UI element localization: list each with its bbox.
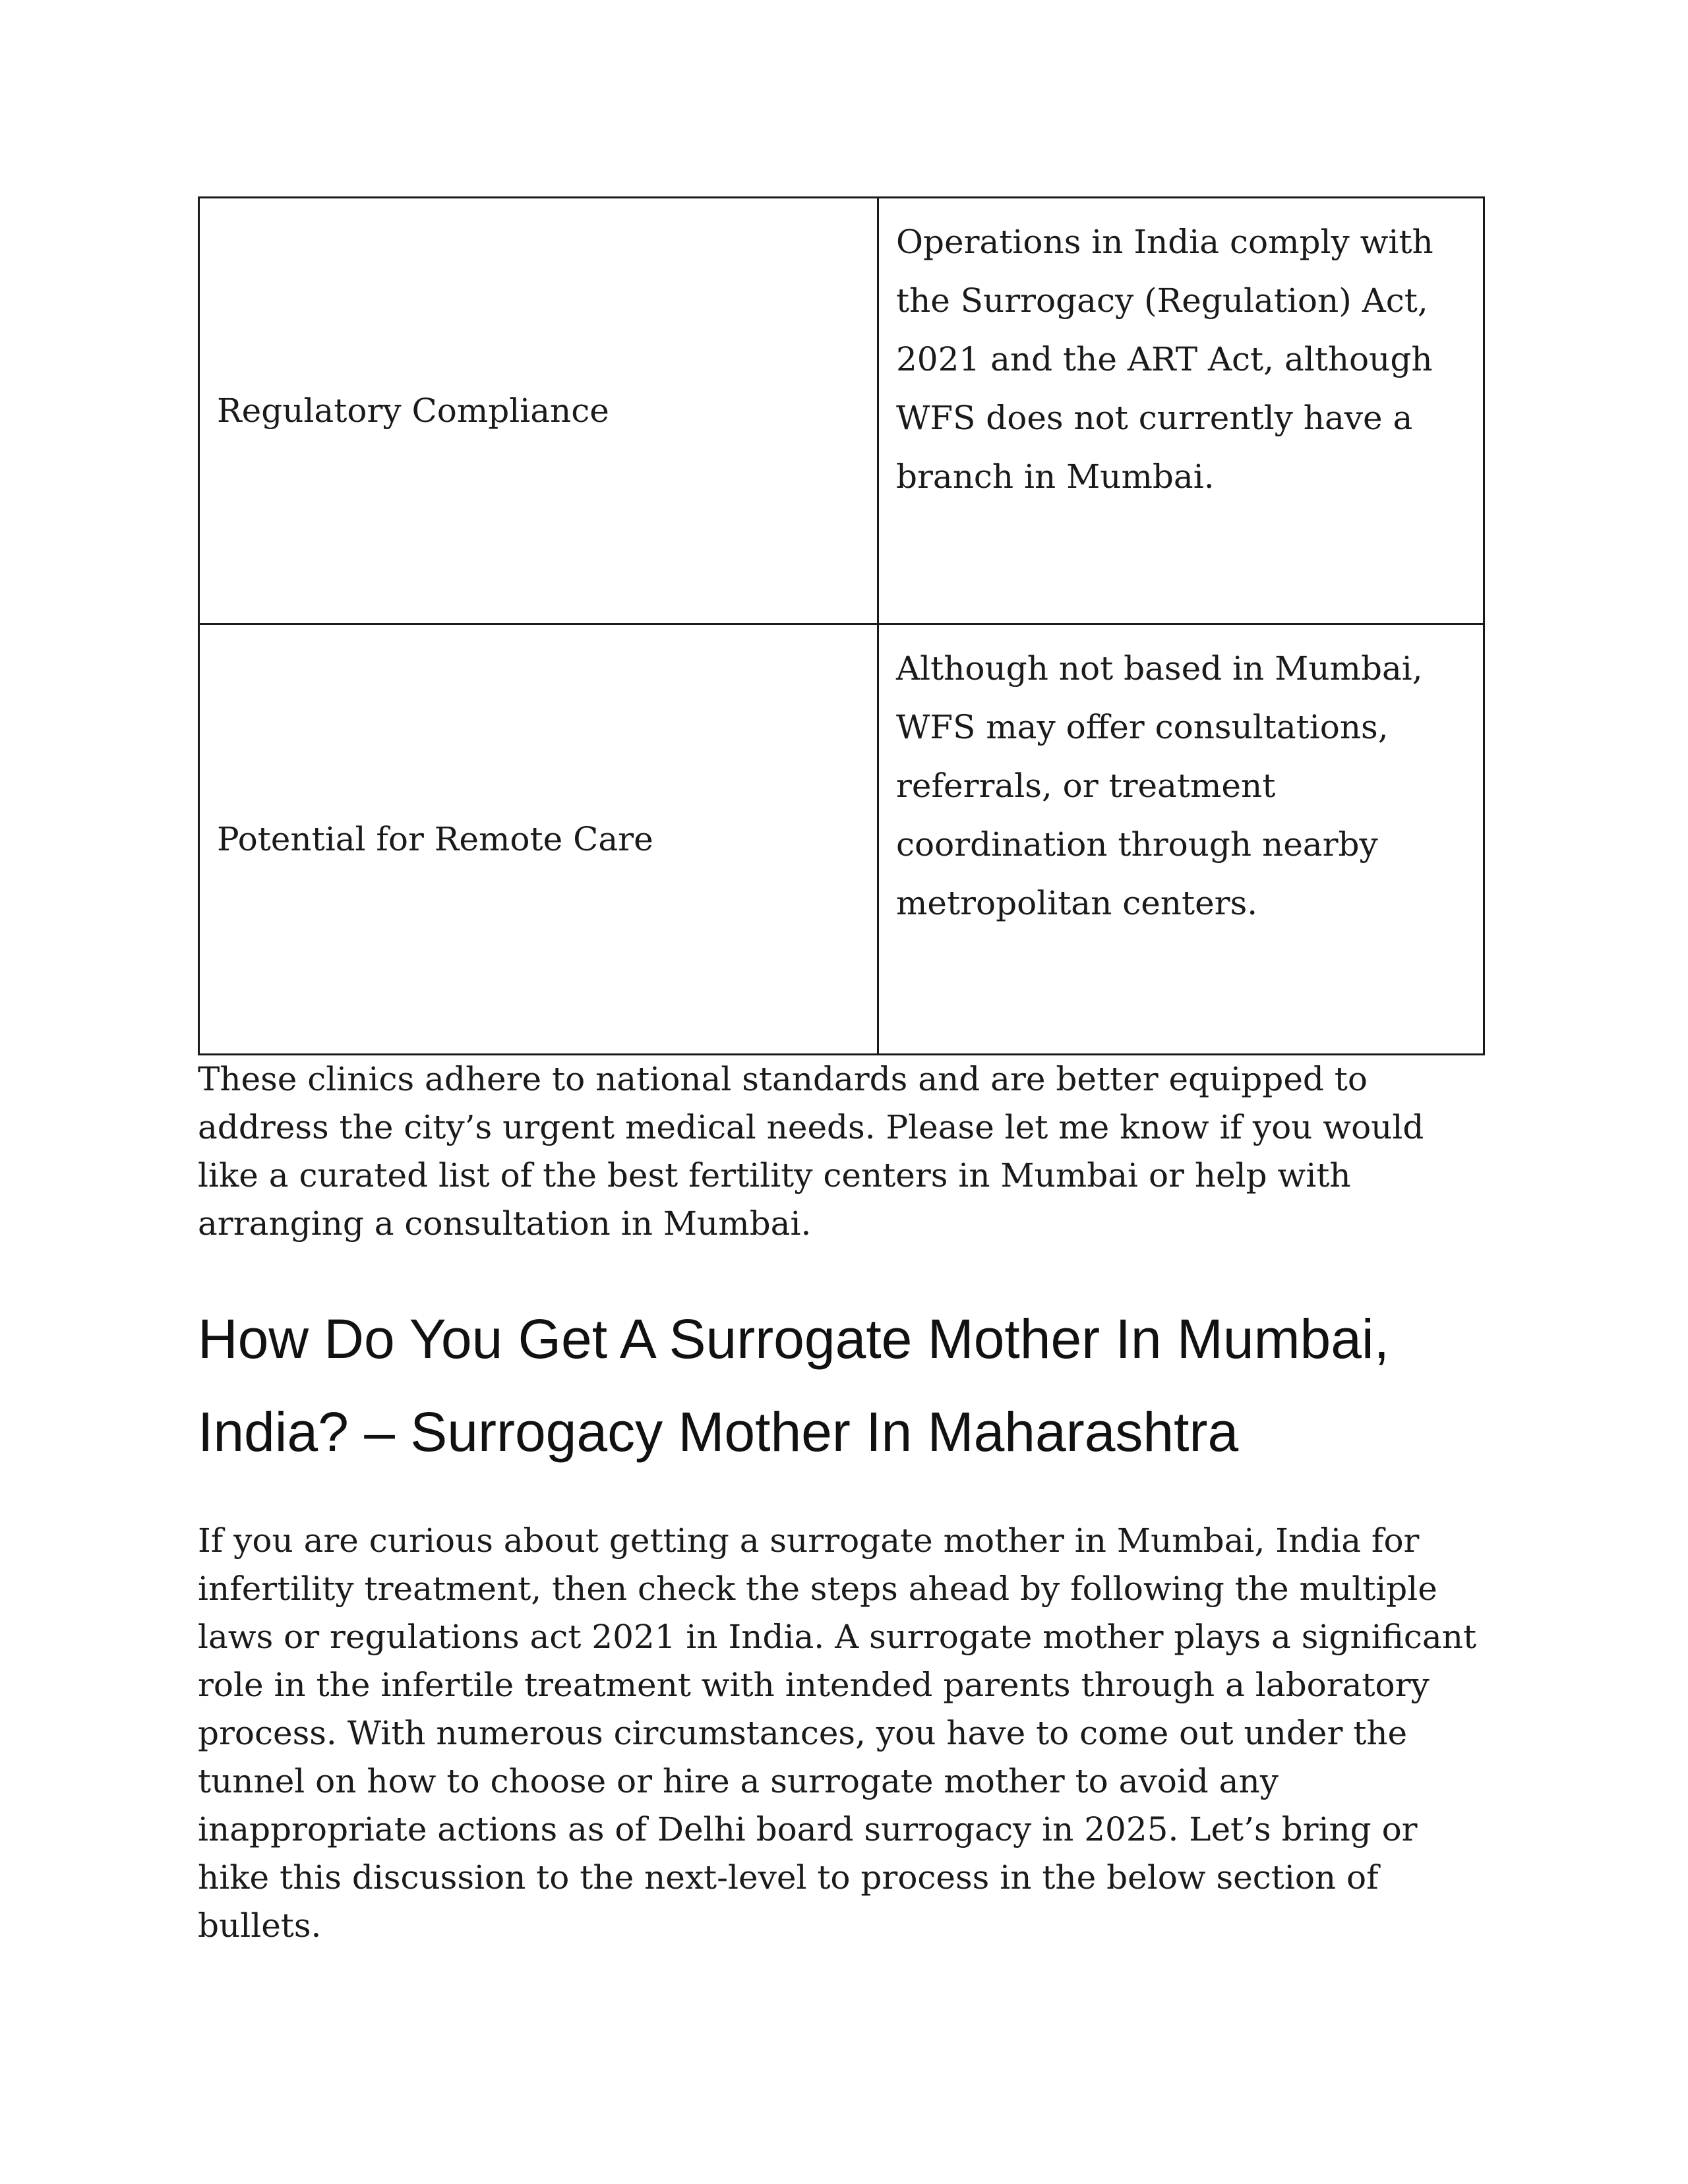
table-cell-label [199,624,878,1055]
info-table [198,196,1485,1055]
section-paragraph: If you are curious about getting a surrogate mother in Mumbai, India for infertility treatment, then check the steps ahead by following the multiple laws or regulations act 2021 in India. A surrogate mother plays a significant role in the infertile treatment with intended parents through a laboratory process. With numerous circumstances, you have to come out under the tunnel on how to choose or hire a surrogate mother to avoid any inappropriate actions as of Delhi board surrogacy in 2025. Let’s bring or hike this discussion to the next-level to process in the below section of bullets. [198,1521,1477,1945]
row-label: Potential for Remote Care [217,819,653,858]
row-text: Although not based in Mumbai, WFS may offer consultations, referrals, or treatment coordination through nearby metropolitan centers. [896,649,1423,922]
table-row [199,624,1484,1055]
summary-paragraph: These clinics adhere to national standards and are better equipped to address the city’s urgent medical needs. Please let me know if you would like a curated list of the best fertility centers in Mumbai or help with arranging a consultation in Mumbai. [198,1060,1424,1243]
row-text: Operations in India comply with the Surrogacy (Regulation) Act, 2021 and the ART Act, although WFS does not currently have a branch in Mumbai. [896,223,1433,496]
page-content [198,196,1485,1950]
table-cell-text [878,198,1484,624]
table-row [199,198,1484,624]
row-label: Regulatory Compliance [217,391,609,430]
section-heading: How Do You Get A Surrogate Mother In Mumbai, India? – Surrogacy Mother In Maharashtra [198,1308,1389,1463]
table-cell-text [878,624,1484,1055]
table-cell-label [199,198,878,624]
